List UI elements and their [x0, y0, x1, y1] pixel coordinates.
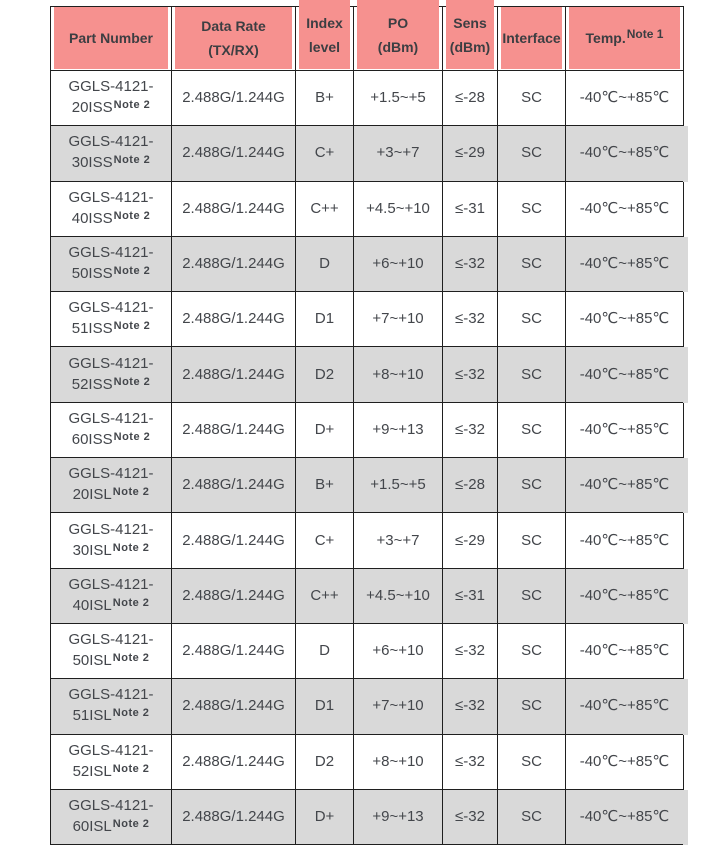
table-row [51, 403, 684, 458]
interface-value: SC [521, 752, 542, 770]
cell-interface [498, 790, 566, 845]
temp-value: -40℃~+85℃ [579, 808, 670, 825]
po-value: +6~+10 [372, 255, 424, 273]
cell-part-number [51, 347, 172, 402]
cell-part-number [51, 679, 172, 734]
interface-value: SC [521, 310, 542, 328]
cell-interface [498, 71, 566, 126]
cell-interface [498, 735, 566, 790]
cell-part-number [51, 403, 172, 458]
part-number-suffix: 60ISL [72, 818, 112, 835]
cell-po [354, 790, 443, 845]
index-level-value: C+ [314, 144, 335, 162]
part-number-note-superscript: Note 2 [113, 430, 151, 443]
interface-value: SC [521, 89, 542, 107]
cell-sens [443, 679, 498, 734]
table-row [51, 237, 684, 292]
data-rate-value: 2.488G/1.244G [182, 752, 285, 770]
part-number-suffix-line [72, 152, 151, 175]
cell-interface [498, 237, 566, 292]
cell-data-rate [172, 513, 296, 568]
header-pink-block [569, 7, 680, 69]
cell-part-number [51, 513, 172, 568]
part-number-note-superscript: Note 2 [113, 320, 151, 333]
sens-value: ≤-28 [455, 89, 485, 107]
table-row [51, 735, 684, 790]
cell-index-level [296, 292, 354, 347]
cell-po [354, 403, 443, 458]
index-level-value: D [319, 642, 330, 660]
part-number-suffix-line [73, 650, 150, 673]
cell-index-level [296, 569, 354, 624]
part-number-suffix-line [72, 263, 151, 286]
part-number-suffix: 52ISL [72, 762, 112, 780]
cell-temp [566, 182, 684, 237]
cell-temp [566, 458, 684, 513]
cell-po [354, 347, 443, 402]
part-number-note-superscript: Note 2 [113, 99, 151, 112]
header-cell-part-number [51, 7, 172, 71]
temp-value: -40℃~+85℃ [579, 365, 670, 383]
po-value: +1.5~+5 [370, 89, 426, 107]
part-number-note-superscript: Note 2 [112, 486, 150, 499]
sens-value: ≤-32 [455, 752, 485, 770]
cell-sens [443, 513, 498, 568]
part-number-suffix: 51ISS [71, 320, 113, 338]
data-rate-value: 2.488G/1.244G [182, 586, 285, 604]
cell-data-rate [172, 790, 296, 845]
cell-sens [443, 237, 498, 292]
cell-part-number [51, 126, 172, 181]
part-number-note-superscript: Note 2 [112, 652, 150, 665]
header-label-po: PO [387, 14, 409, 31]
cell-part-number [51, 458, 172, 513]
cell-part-number [51, 71, 172, 126]
header-pink-block [446, 0, 494, 69]
header-pink-block [54, 7, 168, 69]
po-value: +4.5~+10 [366, 586, 430, 604]
header-pink-block [501, 7, 562, 69]
part-number-prefix: GGLS-4121- [68, 299, 154, 317]
po-value: +7~+10 [372, 310, 424, 328]
index-level-value: D1 [314, 310, 335, 328]
cell-index-level [296, 182, 354, 237]
cell-sens [443, 292, 498, 347]
index-level-value: C++ [310, 586, 339, 604]
cell-interface [498, 292, 566, 347]
header-label-sens-units: (dBm) [449, 38, 491, 55]
data-rate-value: 2.488G/1.244G [182, 310, 285, 328]
header-cell-index-level [296, 7, 354, 71]
cell-temp [566, 513, 684, 568]
cell-sens [443, 569, 498, 624]
cell-index-level [296, 679, 354, 734]
part-number-note-superscript: Note 2 [113, 154, 151, 167]
cell-index-level [296, 237, 354, 292]
header-cell-sens [443, 7, 498, 71]
cell-po [354, 569, 443, 624]
part-number-prefix: GGLS-4121- [68, 520, 154, 538]
cell-temp [566, 403, 684, 458]
temp-value: -40℃~+85℃ [579, 531, 670, 549]
cell-data-rate [172, 182, 296, 237]
cell-data-rate [172, 624, 296, 679]
header-temp-note-superscript: Note 1 [626, 27, 664, 41]
po-value: +9~+13 [372, 808, 424, 825]
cell-temp [566, 624, 684, 679]
po-value: +1.5~+5 [370, 476, 426, 494]
part-number-suffix-line [73, 761, 150, 784]
header-label-po-units: (dBm) [377, 38, 419, 55]
part-number-suffix: 60ISS [71, 430, 113, 448]
cell-index-level [296, 624, 354, 679]
table-row [51, 458, 684, 513]
table-row [51, 569, 684, 624]
index-level-value: C+ [314, 531, 335, 549]
temp-value: -40℃~+85℃ [579, 697, 670, 715]
interface-value: SC [521, 365, 542, 383]
cell-temp [566, 569, 684, 624]
part-number-suffix: 20ISL [72, 486, 112, 504]
part-number-note-superscript: Note 2 [113, 209, 151, 222]
cell-data-rate [172, 237, 296, 292]
part-number-note-superscript: Note 2 [112, 818, 150, 830]
part-number-note-superscript: Note 2 [113, 265, 151, 278]
cell-po [354, 292, 443, 347]
sens-value: ≤-29 [455, 144, 485, 162]
temp-value: -40℃~+85℃ [579, 642, 670, 660]
cell-temp [566, 71, 684, 126]
cell-po [354, 237, 443, 292]
cell-interface [498, 182, 566, 237]
cell-sens [443, 624, 498, 679]
header-label-index: Index [306, 14, 343, 31]
table-row [51, 292, 684, 347]
part-number-prefix: GGLS-4121- [68, 686, 154, 704]
data-rate-value: 2.488G/1.244G [182, 144, 285, 162]
part-number-note-superscript: Note 2 [112, 596, 150, 609]
table-body [51, 71, 684, 845]
part-number-note-superscript: Note 2 [112, 762, 150, 775]
cell-interface [498, 458, 566, 513]
data-rate-value: 2.488G/1.244G [182, 476, 285, 494]
interface-value: SC [521, 531, 542, 549]
part-number-suffix-line [73, 705, 150, 728]
table-row [51, 71, 684, 126]
index-level-value: D+ [314, 420, 335, 438]
po-value: +9~+13 [372, 420, 424, 438]
data-rate-value: 2.488G/1.244G [182, 199, 285, 217]
cell-temp [566, 237, 684, 292]
sens-value: ≤-32 [455, 642, 485, 660]
cell-po [354, 182, 443, 237]
header-label-level: level [308, 38, 341, 55]
cell-sens [443, 735, 498, 790]
cell-interface [498, 513, 566, 568]
header-label-part-number: Part Number [68, 30, 154, 46]
part-number-suffix-line [72, 208, 151, 231]
sens-value: ≤-32 [455, 420, 485, 438]
temp-value: -40℃~+85℃ [579, 310, 670, 328]
header-label-temp: Temp. [585, 30, 626, 46]
part-number-prefix: GGLS-4121- [68, 188, 154, 206]
interface-value: SC [521, 642, 542, 660]
header-cell-interface [498, 7, 566, 71]
header-label-data-rate-units: (TX/RX) [208, 42, 259, 58]
cell-temp [566, 790, 684, 845]
cell-po [354, 458, 443, 513]
part-number-prefix: GGLS-4121- [68, 741, 154, 759]
interface-value: SC [521, 255, 542, 273]
spec-table [50, 6, 684, 845]
temp-value: -40℃~+85℃ [579, 144, 670, 162]
sens-value: ≤-32 [455, 255, 485, 273]
cell-po [354, 513, 443, 568]
cell-part-number [51, 237, 172, 292]
part-number-suffix-line [73, 816, 150, 839]
cell-data-rate [172, 347, 296, 402]
part-number-prefix: GGLS-4121- [68, 409, 154, 427]
index-level-value: D2 [314, 365, 335, 383]
cell-sens [443, 71, 498, 126]
cell-index-level [296, 790, 354, 845]
cell-po [354, 679, 443, 734]
part-number-suffix-line [73, 540, 150, 563]
cell-data-rate [172, 679, 296, 734]
table-row [51, 347, 684, 402]
index-level-value: D [319, 255, 330, 273]
sens-value: ≤-29 [455, 531, 485, 549]
header-pink-block [357, 0, 439, 69]
part-number-suffix-line [72, 429, 151, 452]
data-rate-value: 2.488G/1.244G [182, 365, 285, 383]
part-number-prefix: GGLS-4121- [68, 133, 154, 151]
part-number-suffix: 51ISL [72, 707, 112, 725]
cell-interface [498, 403, 566, 458]
cell-part-number [51, 292, 172, 347]
sens-value: ≤-32 [455, 697, 485, 715]
cell-po [354, 624, 443, 679]
data-rate-value: 2.488G/1.244G [182, 697, 285, 715]
cell-data-rate [172, 71, 296, 126]
temp-value: -40℃~+85℃ [579, 420, 670, 438]
interface-value: SC [521, 199, 542, 217]
sens-value: ≤-31 [455, 586, 485, 604]
part-number-prefix: GGLS-4121- [68, 78, 154, 96]
cell-temp [566, 292, 684, 347]
table-row [51, 513, 684, 568]
index-level-value: C++ [310, 199, 339, 217]
sens-value: ≤-32 [455, 808, 485, 825]
cell-interface [498, 624, 566, 679]
po-value: +8~+10 [372, 365, 424, 383]
part-number-prefix: GGLS-4121- [68, 244, 154, 262]
temp-value: -40℃~+85℃ [579, 255, 670, 273]
part-number-note-superscript: Note 2 [113, 375, 151, 388]
interface-value: SC [521, 586, 542, 604]
table-row [51, 790, 684, 845]
part-number-suffix: 30ISL [72, 541, 112, 559]
header-label-temp-line [586, 26, 664, 50]
data-rate-value: 2.488G/1.244G [182, 255, 285, 273]
temp-value: -40℃~+85℃ [579, 199, 670, 217]
part-number-suffix: 20ISS [71, 99, 113, 117]
part-number-suffix-line [73, 595, 150, 618]
sens-value: ≤-32 [455, 365, 485, 383]
part-number-prefix: GGLS-4121- [68, 631, 154, 649]
cell-sens [443, 347, 498, 402]
part-number-prefix: GGLS-4121- [68, 797, 154, 814]
sens-value: ≤-32 [455, 310, 485, 328]
table-row [51, 182, 684, 237]
interface-value: SC [521, 476, 542, 494]
cell-temp [566, 679, 684, 734]
cell-temp [566, 735, 684, 790]
index-level-value: D1 [314, 697, 335, 715]
temp-value: -40℃~+85℃ [579, 586, 670, 604]
cell-index-level [296, 458, 354, 513]
header-label-interface: Interface [502, 30, 561, 46]
cell-interface [498, 569, 566, 624]
cell-data-rate [172, 735, 296, 790]
po-value: +4.5~+10 [366, 199, 430, 217]
part-number-suffix-line [73, 484, 150, 507]
table-row [51, 679, 684, 734]
cell-data-rate [172, 126, 296, 181]
part-number-suffix: 52ISS [71, 375, 113, 393]
header-cell-temp [566, 7, 684, 71]
po-value: +6~+10 [372, 642, 424, 660]
cell-part-number [51, 735, 172, 790]
index-level-value: B+ [315, 89, 334, 107]
cell-temp [566, 126, 684, 181]
part-number-suffix: 40ISL [72, 596, 112, 614]
cell-data-rate [172, 292, 296, 347]
cell-sens [443, 182, 498, 237]
part-number-prefix: GGLS-4121- [68, 354, 154, 372]
cell-data-rate [172, 403, 296, 458]
cell-interface [498, 679, 566, 734]
cell-sens [443, 126, 498, 181]
part-number-prefix: GGLS-4121- [68, 465, 154, 483]
po-value: +8~+10 [372, 752, 424, 770]
cell-temp [566, 347, 684, 402]
cell-part-number [51, 569, 172, 624]
interface-value: SC [521, 697, 542, 715]
cell-index-level [296, 347, 354, 402]
cell-po [354, 126, 443, 181]
part-number-prefix: GGLS-4121- [68, 575, 154, 593]
index-level-value: B+ [315, 476, 334, 494]
cell-po [354, 735, 443, 790]
cell-index-level [296, 126, 354, 181]
part-number-suffix: 40ISS [71, 209, 113, 227]
data-rate-value: 2.488G/1.244G [182, 89, 285, 107]
interface-value: SC [521, 420, 542, 438]
data-rate-value: 2.488G/1.244G [182, 531, 285, 549]
header-pink-block [175, 7, 292, 69]
cell-data-rate [172, 569, 296, 624]
cell-data-rate [172, 458, 296, 513]
index-level-value: D2 [314, 752, 335, 770]
sens-value: ≤-28 [455, 476, 485, 494]
part-number-suffix: 30ISS [71, 154, 113, 172]
part-number-suffix-line [72, 318, 151, 341]
cell-interface [498, 347, 566, 402]
cell-index-level [296, 71, 354, 126]
cell-index-level [296, 513, 354, 568]
header-row [51, 7, 684, 71]
cell-part-number [51, 624, 172, 679]
cell-interface [498, 126, 566, 181]
table-row [51, 126, 684, 181]
part-number-note-superscript: Note 2 [112, 541, 150, 554]
sens-value: ≤-31 [455, 199, 485, 217]
cell-sens [443, 790, 498, 845]
data-rate-value: 2.488G/1.244G [182, 420, 285, 438]
index-level-value: D+ [314, 808, 335, 825]
temp-value: -40℃~+85℃ [579, 752, 670, 770]
cell-sens [443, 403, 498, 458]
temp-value: -40℃~+85℃ [579, 476, 670, 494]
part-number-note-superscript: Note 2 [112, 707, 150, 720]
cell-index-level [296, 735, 354, 790]
po-value: +3~+7 [376, 531, 420, 549]
header-label-sens: Sens [453, 14, 487, 31]
header-pink-block [299, 0, 350, 69]
cell-part-number [51, 182, 172, 237]
cell-part-number [51, 790, 172, 845]
cell-index-level [296, 403, 354, 458]
interface-value: SC [521, 808, 542, 825]
cell-po [354, 71, 443, 126]
po-value: +7~+10 [372, 697, 424, 715]
header-cell-data-rate [172, 7, 296, 71]
part-number-suffix: 50ISS [71, 265, 113, 283]
table-row [51, 624, 684, 679]
header-cell-po [354, 7, 443, 71]
interface-value: SC [521, 144, 542, 162]
header-label-data-rate: Data Rate [201, 18, 266, 34]
part-number-suffix: 50ISL [72, 652, 112, 670]
part-number-suffix-line [72, 374, 151, 397]
data-rate-value: 2.488G/1.244G [182, 808, 285, 825]
po-value: +3~+7 [376, 144, 420, 162]
part-number-suffix-line [72, 97, 151, 120]
cell-sens [443, 458, 498, 513]
data-rate-value: 2.488G/1.244G [182, 642, 285, 660]
temp-value: -40℃~+85℃ [579, 89, 670, 107]
